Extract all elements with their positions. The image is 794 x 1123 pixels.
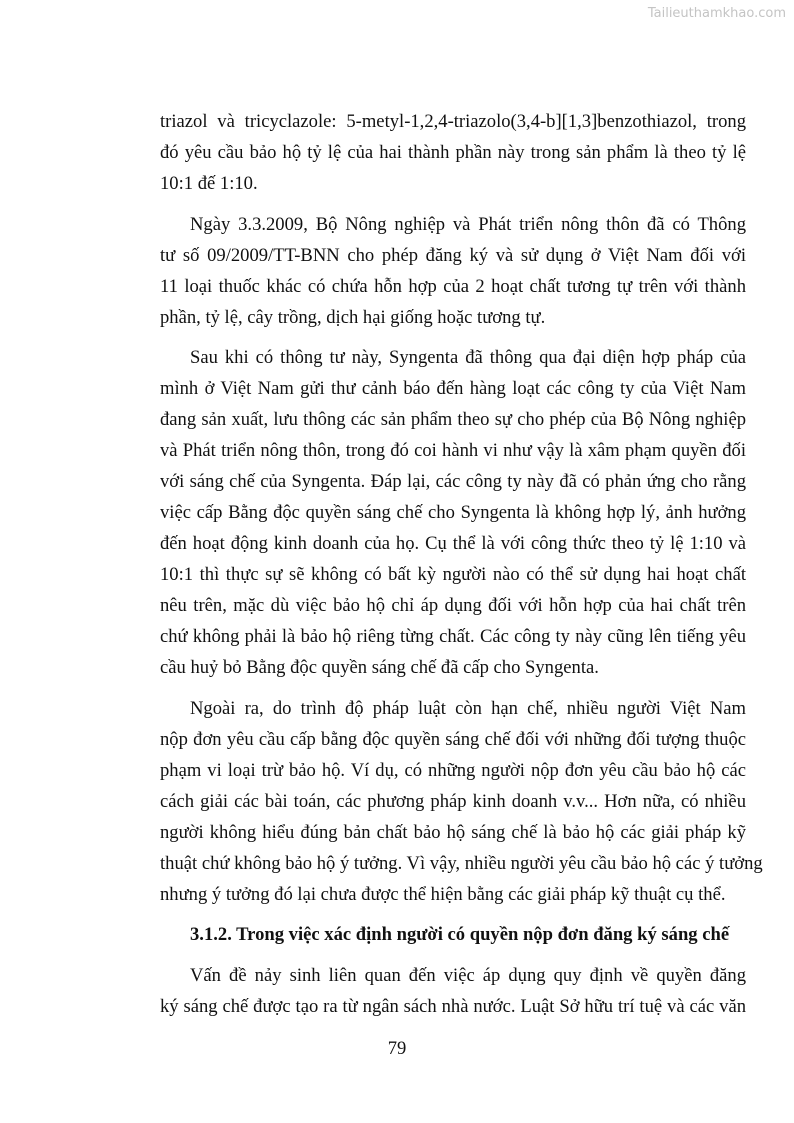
text-line: chứ không phải là bảo hộ riêng từng chất. Các công ty này cũng lên tiếng yêu	[160, 626, 746, 647]
paragraph-continued	[160, 106, 746, 199]
text-line: đến hoạt động kinh doanh của họ. Cụ thể là với công thức theo tỷ lệ 1:10 và	[160, 533, 746, 554]
text-line: Ngày 3.3.2009, Bộ Nông nghiệp và Phát triển nông thôn đã có Thông	[190, 213, 746, 235]
text-line: ký sáng chế được tạo ra từ ngân sách nhà nước. Luật Sở hữu trí tuệ và các văn	[160, 995, 746, 1017]
watermark: Tailieuthamkhao.com	[647, 6, 786, 21]
section-heading: 3.1.2. Trong việc xác định người có quyền nộp đơn đăng ký sáng chế	[190, 924, 730, 945]
page-number: 79	[387, 1038, 407, 1059]
text-line: việc cấp Bằng độc quyền sáng chế cho Syngenta là không hợp lý, ảnh hưởng	[160, 502, 746, 523]
text-line: đang sản xuất, lưu thông các sản phẩm theo sự cho phép của Bộ Nông nghiệp	[160, 409, 746, 430]
text-line: triazol và tricyclazole: 5-metyl-1,2,4-triazolo(3,4-b][1,3]benzothiazol, trong	[160, 111, 746, 132]
text-line: và Phát triển nông thôn, trong đó coi hành vi như vậy là xâm phạm quyền đối	[160, 440, 746, 461]
paragraph-section	[160, 960, 746, 1022]
text-line: phần, tỷ lệ, cây trồng, dịch hại giống hoặc tương tự.	[160, 306, 546, 328]
text-line: cách giải các bài toán, các phương pháp kinh doanh v.v... Hơn nữa, có nhiều	[160, 790, 746, 812]
text-line: 10:1 thì thực sự sẽ không có bất kỳ người nào có thể sử dụng hai hoạt chất	[160, 564, 746, 585]
text-line: nêu trên, mặc dù việc bảo hộ chỉ áp dụng đối với hỗn hợp của hai chất trên	[160, 595, 746, 616]
text-line: phạm vi loại trừ bảo hộ. Ví dụ, có những người nộp đơn yêu cầu bảo hộ các	[160, 759, 746, 781]
document-body	[160, 106, 763, 1022]
paragraph-legal-knowledge	[160, 693, 763, 910]
text-line: người không hiểu đúng bản chất bảo hộ sáng chế là bảo hộ các giải pháp kỹ	[160, 821, 746, 843]
text-line: nhưng ý tưởng đó lại chưa được thể hiện bằng các giải pháp kỹ thuật cụ thể.	[160, 883, 726, 905]
text-line: 11 loại thuốc khác có chứa hỗn hợp của 2 hoạt chất tương tự trên với thành	[160, 275, 746, 297]
text-line: Ngoài ra, do trình độ pháp luật còn hạn chế, nhiều người Việt Nam	[190, 697, 746, 719]
text-line: thuật chứ không bảo hộ ý tưởng. Vì vậy, nhiều người yêu cầu bảo hộ các ý tưởng	[160, 852, 763, 874]
text-line: Sau khi có thông tư này, Syngenta đã thông qua đại diện hợp pháp của	[190, 347, 746, 368]
text-line: Vấn đề nảy sinh liên quan đến việc áp dụng quy định về quyền đăng	[190, 964, 746, 986]
paragraph-syngenta	[160, 342, 746, 683]
text-line: nộp đơn yêu cầu cấp bằng độc quyền sáng chế đối với những đối tượng thuộc	[160, 728, 746, 750]
text-line: 10:1 đế 1:10.	[160, 173, 258, 194]
text-line: cầu huỷ bỏ Bằng độc quyền sáng chế đã cấp cho Syngenta.	[160, 657, 599, 678]
text-line: mình ở Việt Nam gửi thư cảnh báo đến hàng loạt các công ty của Việt Nam	[160, 378, 746, 399]
text-line: đó yêu cầu bảo hộ tỷ lệ của hai thành phần này trong sản phẩm là theo tỷ lệ	[160, 142, 746, 163]
paragraph-circular	[160, 209, 746, 333]
text-line: tư số 09/2009/TT-BNN cho phép đăng ký và sử dụng ở Việt Nam đối với	[160, 244, 746, 266]
text-line: với sáng chế của Syngenta. Đáp lại, các công ty này đã có phản ứng cho rằng	[160, 471, 746, 492]
